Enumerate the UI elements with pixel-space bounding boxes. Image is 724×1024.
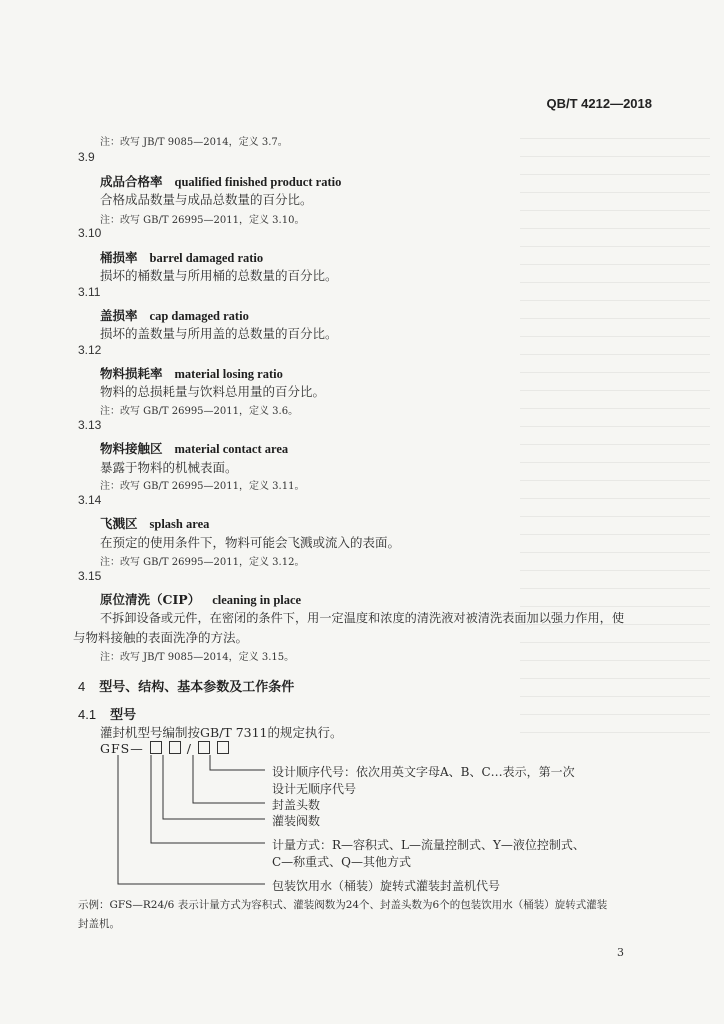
term-zh: 物料损耗率 (100, 366, 163, 381)
term-note: 注：改写 GB/T 26995—2011，定义 3.12。 (100, 557, 305, 568)
term-zh: 成品合格率 (100, 174, 163, 189)
leader-design-line (210, 755, 265, 770)
term-note: 注：改写 JB/T 9085—2014，定义 3.7。 (100, 137, 288, 148)
term-number: 3.14 (78, 493, 102, 507)
subsection-number: 4.1 (78, 707, 97, 722)
term-en: splash area (149, 517, 210, 531)
term-zh: 盖损率 (100, 308, 138, 323)
example-line2: 封盖机。 (78, 918, 120, 930)
term-note: 注：改写 JB/T 9085—2014，定义 3.15。 (100, 652, 295, 663)
term-zh: 物料接触区 (100, 441, 163, 456)
term-definition: 物料的总损耗量与饮料总用量的百分比。 (100, 384, 326, 399)
term-en: cap damaged ratio (149, 309, 249, 323)
legend-product-code: 包装饮用水（桶装）旋转式灌装封盖机代号 (272, 879, 501, 893)
term-number: 3.15 (78, 569, 102, 583)
term-zh: 原位清洗（CIP） (100, 592, 201, 607)
term-number: 3.11 (78, 285, 101, 299)
subsection-text: 灌封机型号编制按GB/T 7311的规定执行。 (100, 725, 343, 740)
model-prefix: GFS— (100, 741, 144, 756)
leader-metering-line (151, 755, 265, 843)
legend-cap-heads: 封盖头数 (272, 798, 321, 812)
legend-design-order-cont: 设计无顺序代号 (272, 782, 357, 796)
standard-code: QB/T 4212—2018 (546, 96, 652, 111)
term-zh: 飞溅区 (100, 516, 138, 531)
term-definition: 合格成品数量与成品总数量的百分比。 (100, 192, 313, 207)
model-slash: / (186, 741, 192, 756)
legend-filling-valves: 灌装阀数 (272, 814, 321, 828)
leader-valves-line (163, 755, 265, 819)
term-definition: 损坏的桶数量与所用桶的总数量的百分比。 (100, 268, 338, 283)
term-definition: 在预定的使用条件下，物料可能会飞溅或流入的表面。 (100, 535, 401, 550)
term-number: 3.10 (78, 226, 102, 240)
term-definition: 暴露于物料的机械表面。 (100, 460, 238, 475)
legend-metering-method: 计量方式：R—容积式、L—流量控制式、Y—液位控制式、 (272, 838, 585, 852)
legend-design-order: 设计顺序代号：依次用英文字母A、B、C…表示，第一次 (272, 765, 575, 779)
term-zh: 桶损率 (100, 250, 138, 265)
example-line1: 示例：GFS—R24/6 表示计量方式为容积式、灌装阀数为24个、封盖头数为6个的包装饮用水（桶装）旋转式灌装 (78, 899, 608, 911)
term-definition-line2: 与物料接触的表面洗净的方法。 (73, 630, 249, 645)
leader-caps-line (193, 755, 265, 803)
term-definition-line1: 不拆卸设备或元件，在密闭的条件下，用一定温度和浓度的清洗液对被清洗表面加以强力作用，使 (100, 611, 625, 625)
term-note: 注：改写 GB/T 26995—2011，定义 3.6。 (100, 406, 299, 417)
term-definition: 损坏的盖数量与所用盖的总数量的百分比。 (100, 326, 338, 341)
term-en: qualified finished product ratio (174, 175, 342, 189)
section-number: 4 (78, 679, 86, 694)
legend-metering-method-cont: C—称重式、Q—其他方式 (272, 855, 412, 869)
section-title: 型号、结构、基本参数及工作条件 (99, 680, 295, 695)
term-en: material losing ratio (174, 367, 283, 381)
term-en: cleaning in place (212, 593, 302, 607)
term-number: 3.9 (78, 150, 95, 164)
term-number: 3.12 (78, 343, 102, 357)
term-en: material contact area (174, 442, 289, 456)
subsection-title: 型号 (110, 708, 137, 723)
term-note: 注：改写 GB/T 26995—2011，定义 3.11。 (100, 481, 305, 492)
term-note: 注：改写 GB/T 26995—2011，定义 3.10。 (100, 215, 305, 226)
term-en: barrel damaged ratio (149, 251, 264, 265)
page-number: 3 (617, 946, 624, 959)
term-number: 3.13 (78, 418, 102, 432)
